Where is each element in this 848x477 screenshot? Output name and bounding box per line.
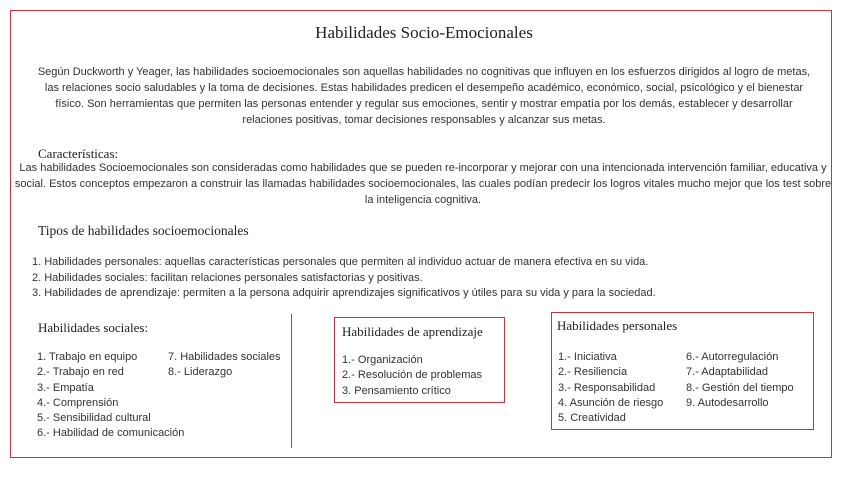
personales-list-col2: [686, 350, 794, 411]
sociales-list-col2: [168, 350, 281, 381]
list-item: 6.- Autorregulación: [686, 351, 779, 363]
list-item: 2.- Resiliencia: [558, 366, 628, 379]
caracteristicas-paragraph: Las habilidades Socioemocionales son consideradas como habilidades que se pueden re-incorporar y mejorar con una intencionada intervención familiar, educativa y social. Estos conceptos empezaron a construir las llamadas habilidades socioemocionales, las cuales podían predecir los logros vitales mucho mejor que los test sobre la inteligencia cognitiva.: [14, 162, 832, 206]
list-item: 3. Pensamiento crítico: [342, 384, 451, 397]
aprendizaje-box: [334, 317, 505, 403]
sociales-list-col1: [37, 350, 184, 442]
list-item: 5. Creatividad: [558, 412, 626, 425]
tipos-list: [32, 255, 832, 302]
list-item: 1.- Iniciativa: [558, 351, 617, 363]
list-item: 3.- Responsabilidad: [558, 381, 656, 394]
sociales-title: Habilidades sociales:: [38, 320, 149, 335]
intro-paragraph: Según Duckworth y Yeager, las habilidades socioemocionales son aquellas habilidades no cognitivas que influyen en los esfuerzos dirigidos al logro de metas, las relaciones socio saludables y la toma de decisiones. Estas habilidades predicen el desempeño académico, económico, social, psicológico y el bienestar físico. Son herramientas que permiten las personas entender y regular sus emociones, sentir y mostrar empatía por los demás, establecer y desarrollar relaciones positivas, tomar decisiones responsables y alcanzar sus metas.: [37, 66, 811, 126]
aprendizaje-list: [342, 353, 482, 399]
list-item: 2.- Trabajo en red: [37, 366, 124, 379]
tipos-heading: Tipos de habilidades socioemocionales: [38, 223, 249, 238]
list-item: 7.- Adaptabilidad: [686, 366, 768, 379]
list-item: 3. Habilidades de aprendizaje: permiten a la persona adquirir aprendizajes significativos y útiles para su vida y para la sociedad.: [32, 287, 656, 299]
list-item: 8.- Liderazgo: [168, 366, 233, 379]
list-item: 8.- Gestión del tiempo: [686, 381, 794, 394]
list-item: 9. Autodesarrollo: [686, 396, 769, 409]
list-item: 2. Habilidades sociales: facilitan relaciones personales satisfactorias y positivas.: [32, 271, 423, 284]
personales-list-col1: [558, 350, 663, 426]
list-item: 3.- Empatía: [37, 381, 94, 394]
list-item: 1. Trabajo en equipo: [37, 351, 138, 363]
list-item: 4.- Comprensión: [37, 396, 119, 409]
caracteristicas-heading: Características:: [38, 146, 119, 161]
personales-box: [551, 312, 814, 430]
sociales-box: [32, 314, 292, 448]
personales-title: Habilidades personales: [557, 318, 678, 333]
list-item: 7. Habilidades sociales: [168, 351, 281, 363]
list-item: 2.- Resolución de problemas: [342, 369, 483, 382]
aprendizaje-title: Habilidades de aprendizaje: [342, 324, 483, 339]
list-item: 1. Habilidades personales: aquellas características personales que permiten al individuo actuar de manera efectiva en su vida.: [32, 256, 649, 268]
list-item: 5.- Sensibilidad cultural: [37, 412, 151, 425]
list-item: 4. Asunción de riesgo: [558, 396, 664, 409]
list-item: 6.- Habilidad de comunicación: [37, 427, 185, 440]
list-item: 1.- Organización: [342, 354, 423, 366]
page-title: Habilidades Socio-Emocionales: [315, 23, 533, 42]
